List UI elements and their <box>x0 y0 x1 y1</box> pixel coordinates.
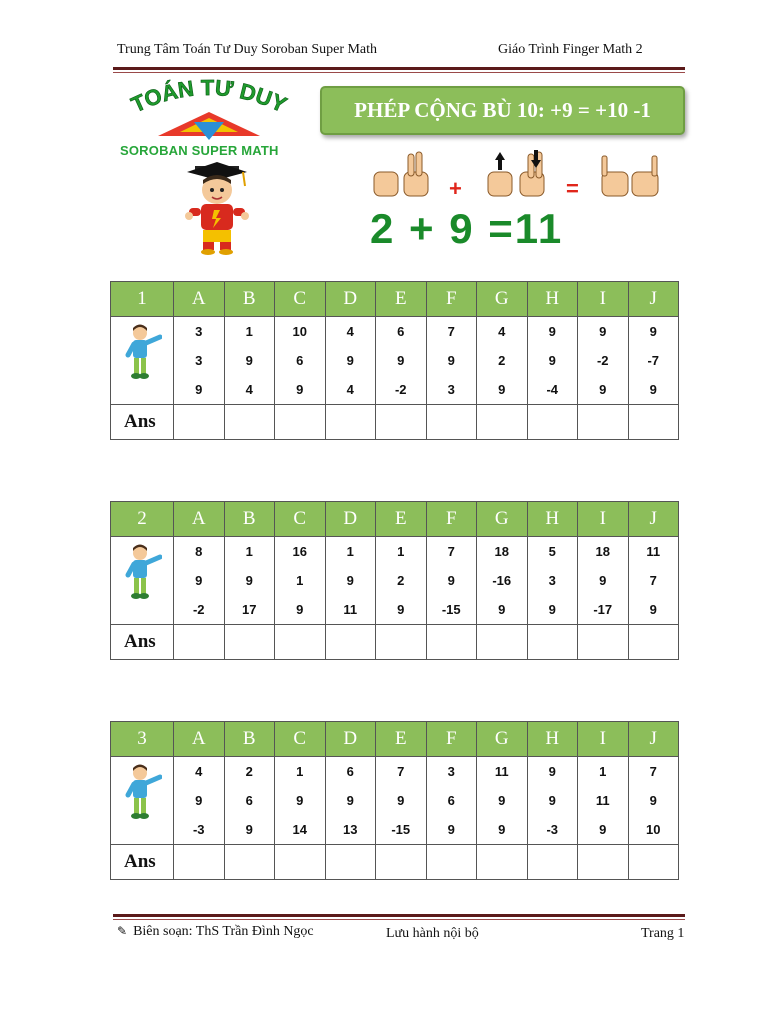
exercise-number: 1 <box>111 282 174 317</box>
operand: 9 <box>245 822 253 837</box>
column-header: F <box>426 282 477 317</box>
student-cell <box>111 757 174 845</box>
operand: 7 <box>649 764 657 779</box>
column-header: I <box>578 282 629 317</box>
operand: 3 <box>195 353 203 368</box>
student-cell <box>111 317 174 405</box>
exercise-number: 2 <box>111 502 174 537</box>
hand-equals-sign: = <box>566 176 579 201</box>
problem-cell <box>275 317 326 405</box>
operand: 11 <box>494 764 509 779</box>
mascot-icon <box>181 160 253 256</box>
column-header: C <box>275 722 326 757</box>
header-rule <box>113 67 685 70</box>
answer-cell[interactable] <box>275 845 326 880</box>
operand: 9 <box>599 324 607 339</box>
student-pointing-icon <box>122 323 162 381</box>
answer-cell[interactable] <box>174 405 225 440</box>
answer-cell[interactable] <box>527 405 578 440</box>
column-header: A <box>174 282 225 317</box>
operand: 6 <box>397 324 405 339</box>
operand: 4 <box>346 382 354 397</box>
footer-note: Lưu hành nội bộ <box>386 926 479 941</box>
operand: 9 <box>296 602 304 617</box>
column-header: H <box>527 722 578 757</box>
operand: 7 <box>447 324 455 339</box>
problem-cell <box>628 537 679 625</box>
header-center-name: Trung Tâm Toán Tư Duy Soroban Super Math <box>117 42 378 57</box>
operand: -2 <box>394 382 407 397</box>
operand: 3 <box>447 764 455 779</box>
student-cell <box>111 537 174 625</box>
operand: 14 <box>292 822 307 837</box>
answer-cell[interactable] <box>325 625 376 660</box>
answer-cell[interactable] <box>275 625 326 660</box>
operand: 13 <box>343 822 358 837</box>
answer-cell[interactable] <box>174 845 225 880</box>
column-header: I <box>578 722 629 757</box>
column-header: C <box>275 502 326 537</box>
exercise-table-3 <box>110 721 679 880</box>
student-pointing-icon <box>122 543 162 601</box>
operand: 9 <box>195 573 203 588</box>
problem-cell <box>174 757 225 845</box>
answer-cell[interactable] <box>527 625 578 660</box>
hand-eleven-icon <box>602 156 658 196</box>
answer-cell[interactable] <box>224 405 275 440</box>
operand: 2 <box>498 353 506 368</box>
problem-cell <box>426 317 477 405</box>
operand: 6 <box>346 764 354 779</box>
answer-cell[interactable] <box>578 625 629 660</box>
operand: 10 <box>292 324 307 339</box>
operand: 9 <box>548 353 556 368</box>
operand: 9 <box>447 573 455 588</box>
problem-cell <box>628 757 679 845</box>
equation-mid: 9 <box>449 205 475 252</box>
operand: 9 <box>346 793 354 808</box>
operand: -4 <box>546 382 559 397</box>
answer-cell[interactable] <box>477 625 528 660</box>
operand: -17 <box>593 602 613 617</box>
problem-cell <box>325 317 376 405</box>
equation-equals: = <box>488 205 515 252</box>
column-header: B <box>224 282 275 317</box>
operand: 3 <box>195 324 203 339</box>
logo-arc-icon <box>118 78 300 140</box>
answer-cell[interactable] <box>376 845 427 880</box>
answer-label: Ans <box>111 405 174 440</box>
header-rule-thin <box>113 72 685 73</box>
operand: 18 <box>595 544 610 559</box>
arrow-up-icon <box>495 152 505 170</box>
problem-cell <box>477 537 528 625</box>
footer-rule-thin <box>113 919 685 920</box>
operand: 9 <box>346 353 354 368</box>
operand: 2 <box>245 764 253 779</box>
column-header: B <box>224 722 275 757</box>
answer-cell[interactable] <box>628 845 679 880</box>
column-header: A <box>174 502 225 537</box>
operand: 10 <box>646 822 661 837</box>
student-pointing-icon <box>122 763 162 821</box>
column-header: D <box>325 722 376 757</box>
operand: 4 <box>195 764 203 779</box>
column-header: B <box>224 502 275 537</box>
operand: 9 <box>397 602 405 617</box>
column-header: J <box>628 502 679 537</box>
column-header: J <box>628 722 679 757</box>
operand: 9 <box>346 573 354 588</box>
operand: 9 <box>599 382 607 397</box>
answer-cell[interactable] <box>426 625 477 660</box>
answer-cell[interactable] <box>578 845 629 880</box>
column-header: G <box>477 722 528 757</box>
operand: 9 <box>548 602 556 617</box>
operand: 17 <box>242 602 257 617</box>
equation-plus: + <box>409 205 436 252</box>
footer-author-text: Biên soạn: ThS Trần Đình Ngọc <box>133 924 314 939</box>
footer-rule <box>113 914 685 917</box>
operand: 16 <box>292 544 307 559</box>
operand: 4 <box>498 324 506 339</box>
equation-left: 2 <box>370 205 396 252</box>
hand-plus-sign: + <box>449 176 462 201</box>
pen-icon: ✎ <box>117 924 128 938</box>
operand: 1 <box>296 764 304 779</box>
lesson-title: PHÉP CỘNG BÙ 10: +9 = +10 -1 <box>354 98 651 122</box>
operand: -16 <box>492 573 512 588</box>
problem-cell <box>224 757 275 845</box>
column-header: F <box>426 722 477 757</box>
problem-cell <box>325 757 376 845</box>
operand: 1 <box>397 544 405 559</box>
problem-cell <box>325 537 376 625</box>
lesson-title-banner <box>320 86 685 135</box>
operand: 1 <box>296 573 304 588</box>
finger-illustration <box>370 150 670 202</box>
operand: -15 <box>441 602 461 617</box>
operand: 3 <box>548 573 556 588</box>
svg-text:TOÁN TƯ DUY <box>127 78 290 118</box>
operand: -7 <box>647 353 660 368</box>
column-header: E <box>376 282 427 317</box>
operand: 11 <box>646 544 661 559</box>
operand: 9 <box>649 324 657 339</box>
answer-cell[interactable] <box>174 625 225 660</box>
answer-cell[interactable] <box>325 405 376 440</box>
column-header: D <box>325 282 376 317</box>
problem-cell <box>174 537 225 625</box>
exercise-table-2 <box>110 501 679 660</box>
operand: 9 <box>548 793 556 808</box>
operand: 9 <box>195 382 203 397</box>
operand: 8 <box>195 544 203 559</box>
problem-cell <box>477 317 528 405</box>
column-header: H <box>527 282 578 317</box>
operand: 9 <box>195 793 203 808</box>
answer-cell[interactable] <box>275 405 326 440</box>
operand: 9 <box>397 353 405 368</box>
problem-cell <box>376 537 427 625</box>
exercise-number: 3 <box>111 722 174 757</box>
logo-arc-text: TOÁN TƯ DUY <box>127 78 291 118</box>
operand: 11 <box>595 793 610 808</box>
problem-cell <box>578 757 629 845</box>
answer-cell[interactable] <box>426 405 477 440</box>
operand: 9 <box>498 822 506 837</box>
hand-two-icon <box>374 152 428 196</box>
answer-cell[interactable] <box>224 625 275 660</box>
column-header: I <box>578 502 629 537</box>
example-equation <box>370 205 563 253</box>
column-header: J <box>628 282 679 317</box>
operand: 9 <box>498 382 506 397</box>
operand: -3 <box>546 822 559 837</box>
operand: 9 <box>599 822 607 837</box>
answer-cell[interactable] <box>527 845 578 880</box>
problem-cell <box>224 317 275 405</box>
operand: -3 <box>192 822 205 837</box>
problem-cell <box>527 757 578 845</box>
operand: 1 <box>245 544 253 559</box>
operand: 1 <box>346 544 354 559</box>
operand: 5 <box>548 544 556 559</box>
column-header: F <box>426 502 477 537</box>
operand: 9 <box>245 573 253 588</box>
column-header: E <box>376 502 427 537</box>
problem-cell <box>224 537 275 625</box>
operand: 9 <box>599 573 607 588</box>
operand: 7 <box>397 764 405 779</box>
operand: 9 <box>649 793 657 808</box>
problem-cell <box>578 537 629 625</box>
answer-cell[interactable] <box>376 625 427 660</box>
operand: 4 <box>245 382 253 397</box>
operand: 6 <box>447 793 455 808</box>
answer-cell[interactable] <box>477 405 528 440</box>
column-header: G <box>477 282 528 317</box>
operand: 11 <box>343 602 358 617</box>
operand: 3 <box>447 382 455 397</box>
operand: 9 <box>498 793 506 808</box>
column-header: G <box>477 502 528 537</box>
answer-cell[interactable] <box>477 845 528 880</box>
problem-cell <box>527 317 578 405</box>
problem-cell <box>426 757 477 845</box>
operand: 6 <box>296 353 304 368</box>
operand: 9 <box>649 602 657 617</box>
operand: -2 <box>596 353 609 368</box>
operand: 2 <box>397 573 405 588</box>
answer-cell[interactable] <box>628 405 679 440</box>
answer-cell[interactable] <box>224 845 275 880</box>
operand: 7 <box>447 544 455 559</box>
answer-cell[interactable] <box>325 845 376 880</box>
footer-page-number: Trang 1 <box>641 926 685 941</box>
operand: 18 <box>494 544 509 559</box>
equation-result: 11 <box>514 205 564 252</box>
operand: 9 <box>649 382 657 397</box>
operand: 9 <box>245 353 253 368</box>
problem-cell <box>628 317 679 405</box>
footer-author <box>117 924 314 940</box>
problem-cell <box>527 537 578 625</box>
operand: 9 <box>548 324 556 339</box>
problem-cell <box>174 317 225 405</box>
operand: 9 <box>296 382 304 397</box>
problem-cell <box>477 757 528 845</box>
exercise-table-1 <box>110 281 679 440</box>
header-course-name: Giáo Trình Finger Math 2 <box>498 42 643 57</box>
operand: 1 <box>599 764 607 779</box>
problem-cell <box>376 317 427 405</box>
answer-cell[interactable] <box>578 405 629 440</box>
column-header: H <box>527 502 578 537</box>
logo-subtitle: SOROBAN SUPER MATH <box>120 143 279 158</box>
column-header: D <box>325 502 376 537</box>
operand: 9 <box>447 822 455 837</box>
operand: -2 <box>192 602 205 617</box>
problem-cell <box>275 757 326 845</box>
answer-cell[interactable] <box>628 625 679 660</box>
answer-label: Ans <box>111 845 174 880</box>
answer-label: Ans <box>111 625 174 660</box>
column-header: E <box>376 722 427 757</box>
column-header: A <box>174 722 225 757</box>
problem-cell <box>426 537 477 625</box>
problem-cell <box>275 537 326 625</box>
operand: 7 <box>649 573 657 588</box>
operand: 9 <box>296 793 304 808</box>
operand: 4 <box>346 324 354 339</box>
operand: 6 <box>245 793 253 808</box>
operand: 9 <box>397 793 405 808</box>
column-header: C <box>275 282 326 317</box>
operand: 9 <box>447 353 455 368</box>
operand: 9 <box>548 764 556 779</box>
operand: -15 <box>391 822 411 837</box>
answer-cell[interactable] <box>426 845 477 880</box>
answer-cell[interactable] <box>376 405 427 440</box>
problem-cell <box>376 757 427 845</box>
operand: 9 <box>498 602 506 617</box>
problem-cell <box>578 317 629 405</box>
operand: 1 <box>245 324 253 339</box>
